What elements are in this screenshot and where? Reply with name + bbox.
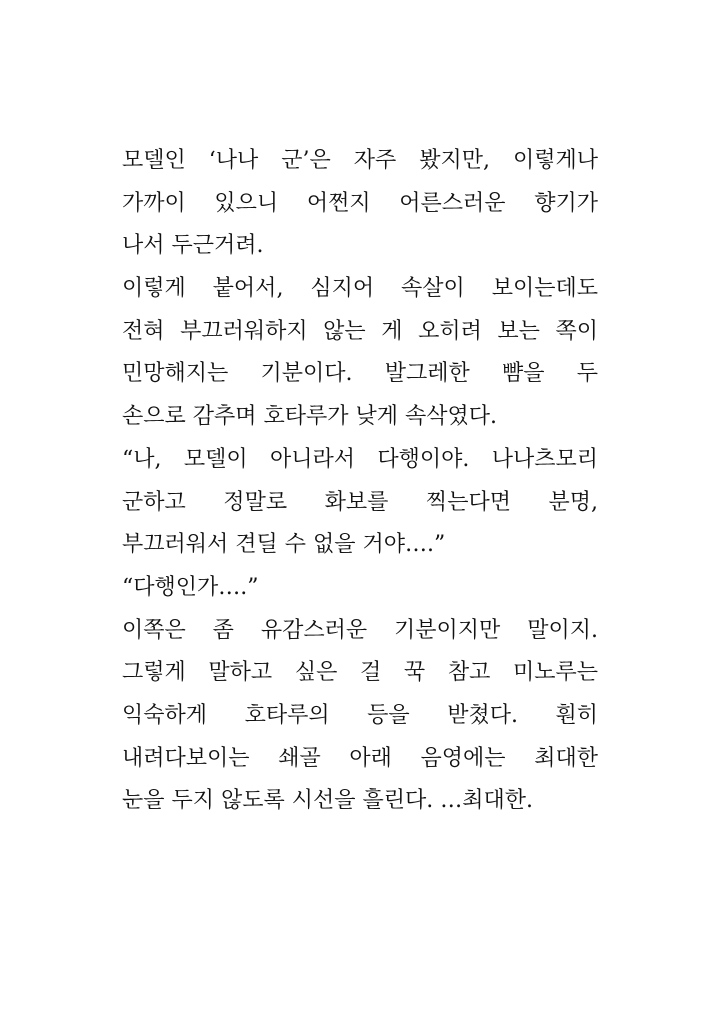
text-line: 내려다보이는 쇄골 아래 음영에는 최대한 <box>122 745 598 771</box>
text-line: 나서 두근거려. <box>122 233 264 259</box>
text-line: “나, 모델이 아니라서 다행이야. 나나츠모리 <box>122 446 598 472</box>
text-line: “다행인가….” <box>122 574 259 600</box>
text-line: 이렇게 붙어서, 심지어 속살이 보이는데도 <box>122 276 598 302</box>
text-line: 그렇게 말하고 싶은 걸 꾹 참고 미노루는 <box>122 660 598 686</box>
text-line: 부끄러워서 견딜 수 없을 거야….” <box>122 532 446 558</box>
text-line: 군하고 정말로 화보를 찍는다면 분명, <box>122 489 598 515</box>
text-line: 이쪽은 좀 유감스러운 기분이지만 말이지. <box>122 617 598 643</box>
text-line: 전혀 부끄러워하지 않는 게 오히려 보는 쪽이 <box>122 318 598 344</box>
text-line: 민망해지는 기분이다. 발그레한 뺨을 두 <box>122 361 598 387</box>
text-line: 모델인 ‘나나 군’은 자주 봤지만, 이렇게나 <box>122 148 598 173</box>
text-line: 손으로 감추며 호타루가 낮게 속삭였다. <box>122 404 497 430</box>
text-line: 가까이 있으니 어쩐지 어른스러운 향기가 <box>122 190 598 216</box>
text-line: 눈을 두지 않도록 시선을 흘린다. …최대한. <box>122 788 533 814</box>
text-line: 익숙하게 호타루의 등을 받쳤다. 훤히 <box>122 702 598 728</box>
body-text <box>122 140 598 823</box>
